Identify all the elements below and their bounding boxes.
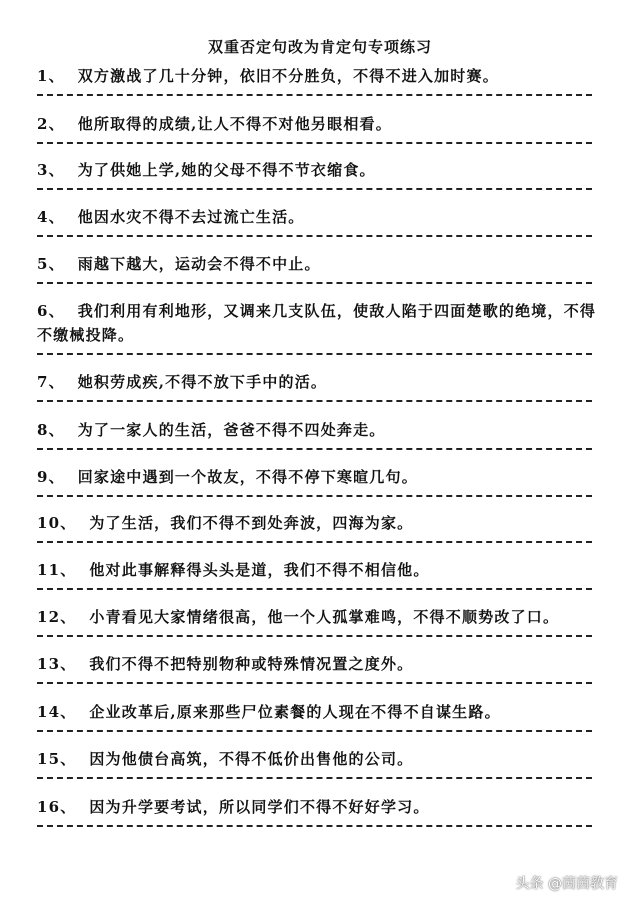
- exercise-item-5: [37, 252, 605, 284]
- item-text: 他因水灾不得不去过流亡生活。: [77, 208, 305, 226]
- answer-line: [37, 682, 592, 684]
- item-text: 回家途中遇到一个故友，不得不停下寒暄几句。: [77, 468, 418, 486]
- answer-line: [37, 541, 592, 543]
- item-number: 3、: [37, 161, 65, 179]
- exercise-item-14: [37, 700, 605, 732]
- exercise-sentence: [37, 205, 605, 229]
- answer-line: [37, 353, 592, 355]
- exercise-sentence: [37, 795, 605, 819]
- exercise-item-1: [37, 64, 605, 96]
- page-title: 双重否定句改为肯定句专项练习: [207, 38, 432, 56]
- item-text: 我们不得不把特别物种或特殊情况置之度外。: [89, 655, 414, 673]
- item-text: 他所取得的成绩,让人不得不对他另眼相看。: [77, 115, 392, 133]
- exercise-sentence: [37, 64, 605, 88]
- item-text: 我们利用有利地形，又调来几支队伍，使敌人陷于四面楚歌的绝境，不得不缴械投降。: [37, 302, 597, 344]
- answer-line: [37, 635, 592, 637]
- exercise-item-8: [37, 418, 605, 450]
- exercise-item-12: [37, 605, 605, 637]
- item-number: 14、: [37, 703, 77, 721]
- exercise-item-3: [37, 158, 605, 190]
- item-text: 小青看见大家情绪很高，他一个人孤掌难鸣，不得不顺势改了口。: [89, 608, 560, 626]
- exercise-sentence: [37, 558, 605, 582]
- item-number: 13、: [37, 655, 77, 673]
- exercise-item-13: [37, 652, 605, 684]
- item-text: 他对此事解释得头头是道，我们不得不相信他。: [89, 561, 430, 579]
- exercise-item-4: [37, 205, 605, 237]
- exercise-sentence: [37, 418, 605, 442]
- exercise-sentence: [37, 747, 605, 771]
- exercise-item-6: [37, 299, 605, 355]
- exercise-item-11: [37, 558, 605, 590]
- item-text: 双方激战了几十分钟，依旧不分胜负，不得不进入加时赛。: [77, 67, 499, 85]
- exercise-sentence: [37, 299, 605, 347]
- item-text: 因为他债台高筑，不得不低价出售他的公司。: [89, 750, 414, 768]
- exercise-sentence: [37, 158, 605, 182]
- answer-line: [37, 825, 592, 827]
- item-number: 7、: [37, 373, 65, 391]
- exercise-sentence: [37, 465, 605, 489]
- exercise-sentence: [37, 605, 605, 629]
- answer-line: [37, 94, 592, 96]
- item-number: 2、: [37, 115, 65, 133]
- exercise-sentence: [37, 700, 605, 724]
- item-text: 因为升学要考试，所以同学们不得不好好学习。: [89, 798, 430, 816]
- answer-line: [37, 495, 592, 497]
- item-number: 16、: [37, 798, 77, 816]
- answer-line: [37, 188, 592, 190]
- exercise-sentence: [37, 112, 605, 136]
- item-number: 11、: [37, 561, 77, 579]
- item-text: 为了一家人的生活，爸爸不得不四处奔走。: [77, 421, 386, 439]
- answer-line: [37, 777, 592, 779]
- item-text: 企业改革后,原来那些尸位素餐的人现在不得不自谋生路。: [89, 703, 501, 721]
- exercise-item-2: [37, 112, 605, 144]
- answer-line: [37, 448, 592, 450]
- item-number: 10、: [37, 514, 77, 532]
- item-number: 9、: [37, 468, 65, 486]
- answer-line: [37, 282, 592, 284]
- exercise-item-9: [37, 465, 605, 497]
- item-text: 为了供她上学,她的父母不得不节衣缩食。: [77, 161, 376, 179]
- exercise-item-15: [37, 747, 605, 779]
- watermark: 头条 @茵茵教育: [515, 876, 618, 892]
- item-number: 5、: [37, 255, 65, 273]
- exercise-item-16: [37, 795, 605, 827]
- answer-line: [37, 235, 592, 237]
- item-number: 6、: [37, 302, 65, 320]
- answer-line: [37, 588, 592, 590]
- item-number: 4、: [37, 208, 65, 226]
- exercise-sentence: [37, 511, 605, 535]
- item-number: 12、: [37, 608, 77, 626]
- item-text: 为了生活，我们不得不到处奔波，四海为家。: [89, 514, 414, 532]
- answer-line: [37, 400, 592, 402]
- exercise-sentence: [37, 652, 605, 676]
- answer-line: [37, 142, 592, 144]
- item-number: 8、: [37, 421, 65, 439]
- exercise-item-7: [37, 370, 605, 402]
- exercise-sentence: [37, 252, 605, 276]
- answer-line: [37, 730, 592, 732]
- exercise-sentence: [37, 370, 605, 394]
- item-text: 她积劳成疾,不得不放下手中的活。: [77, 373, 328, 391]
- item-text: 雨越下越大，运动会不得不中止。: [77, 255, 321, 273]
- exercise-item-10: [37, 511, 605, 543]
- item-number: 15、: [37, 750, 77, 768]
- item-number: 1、: [37, 67, 65, 85]
